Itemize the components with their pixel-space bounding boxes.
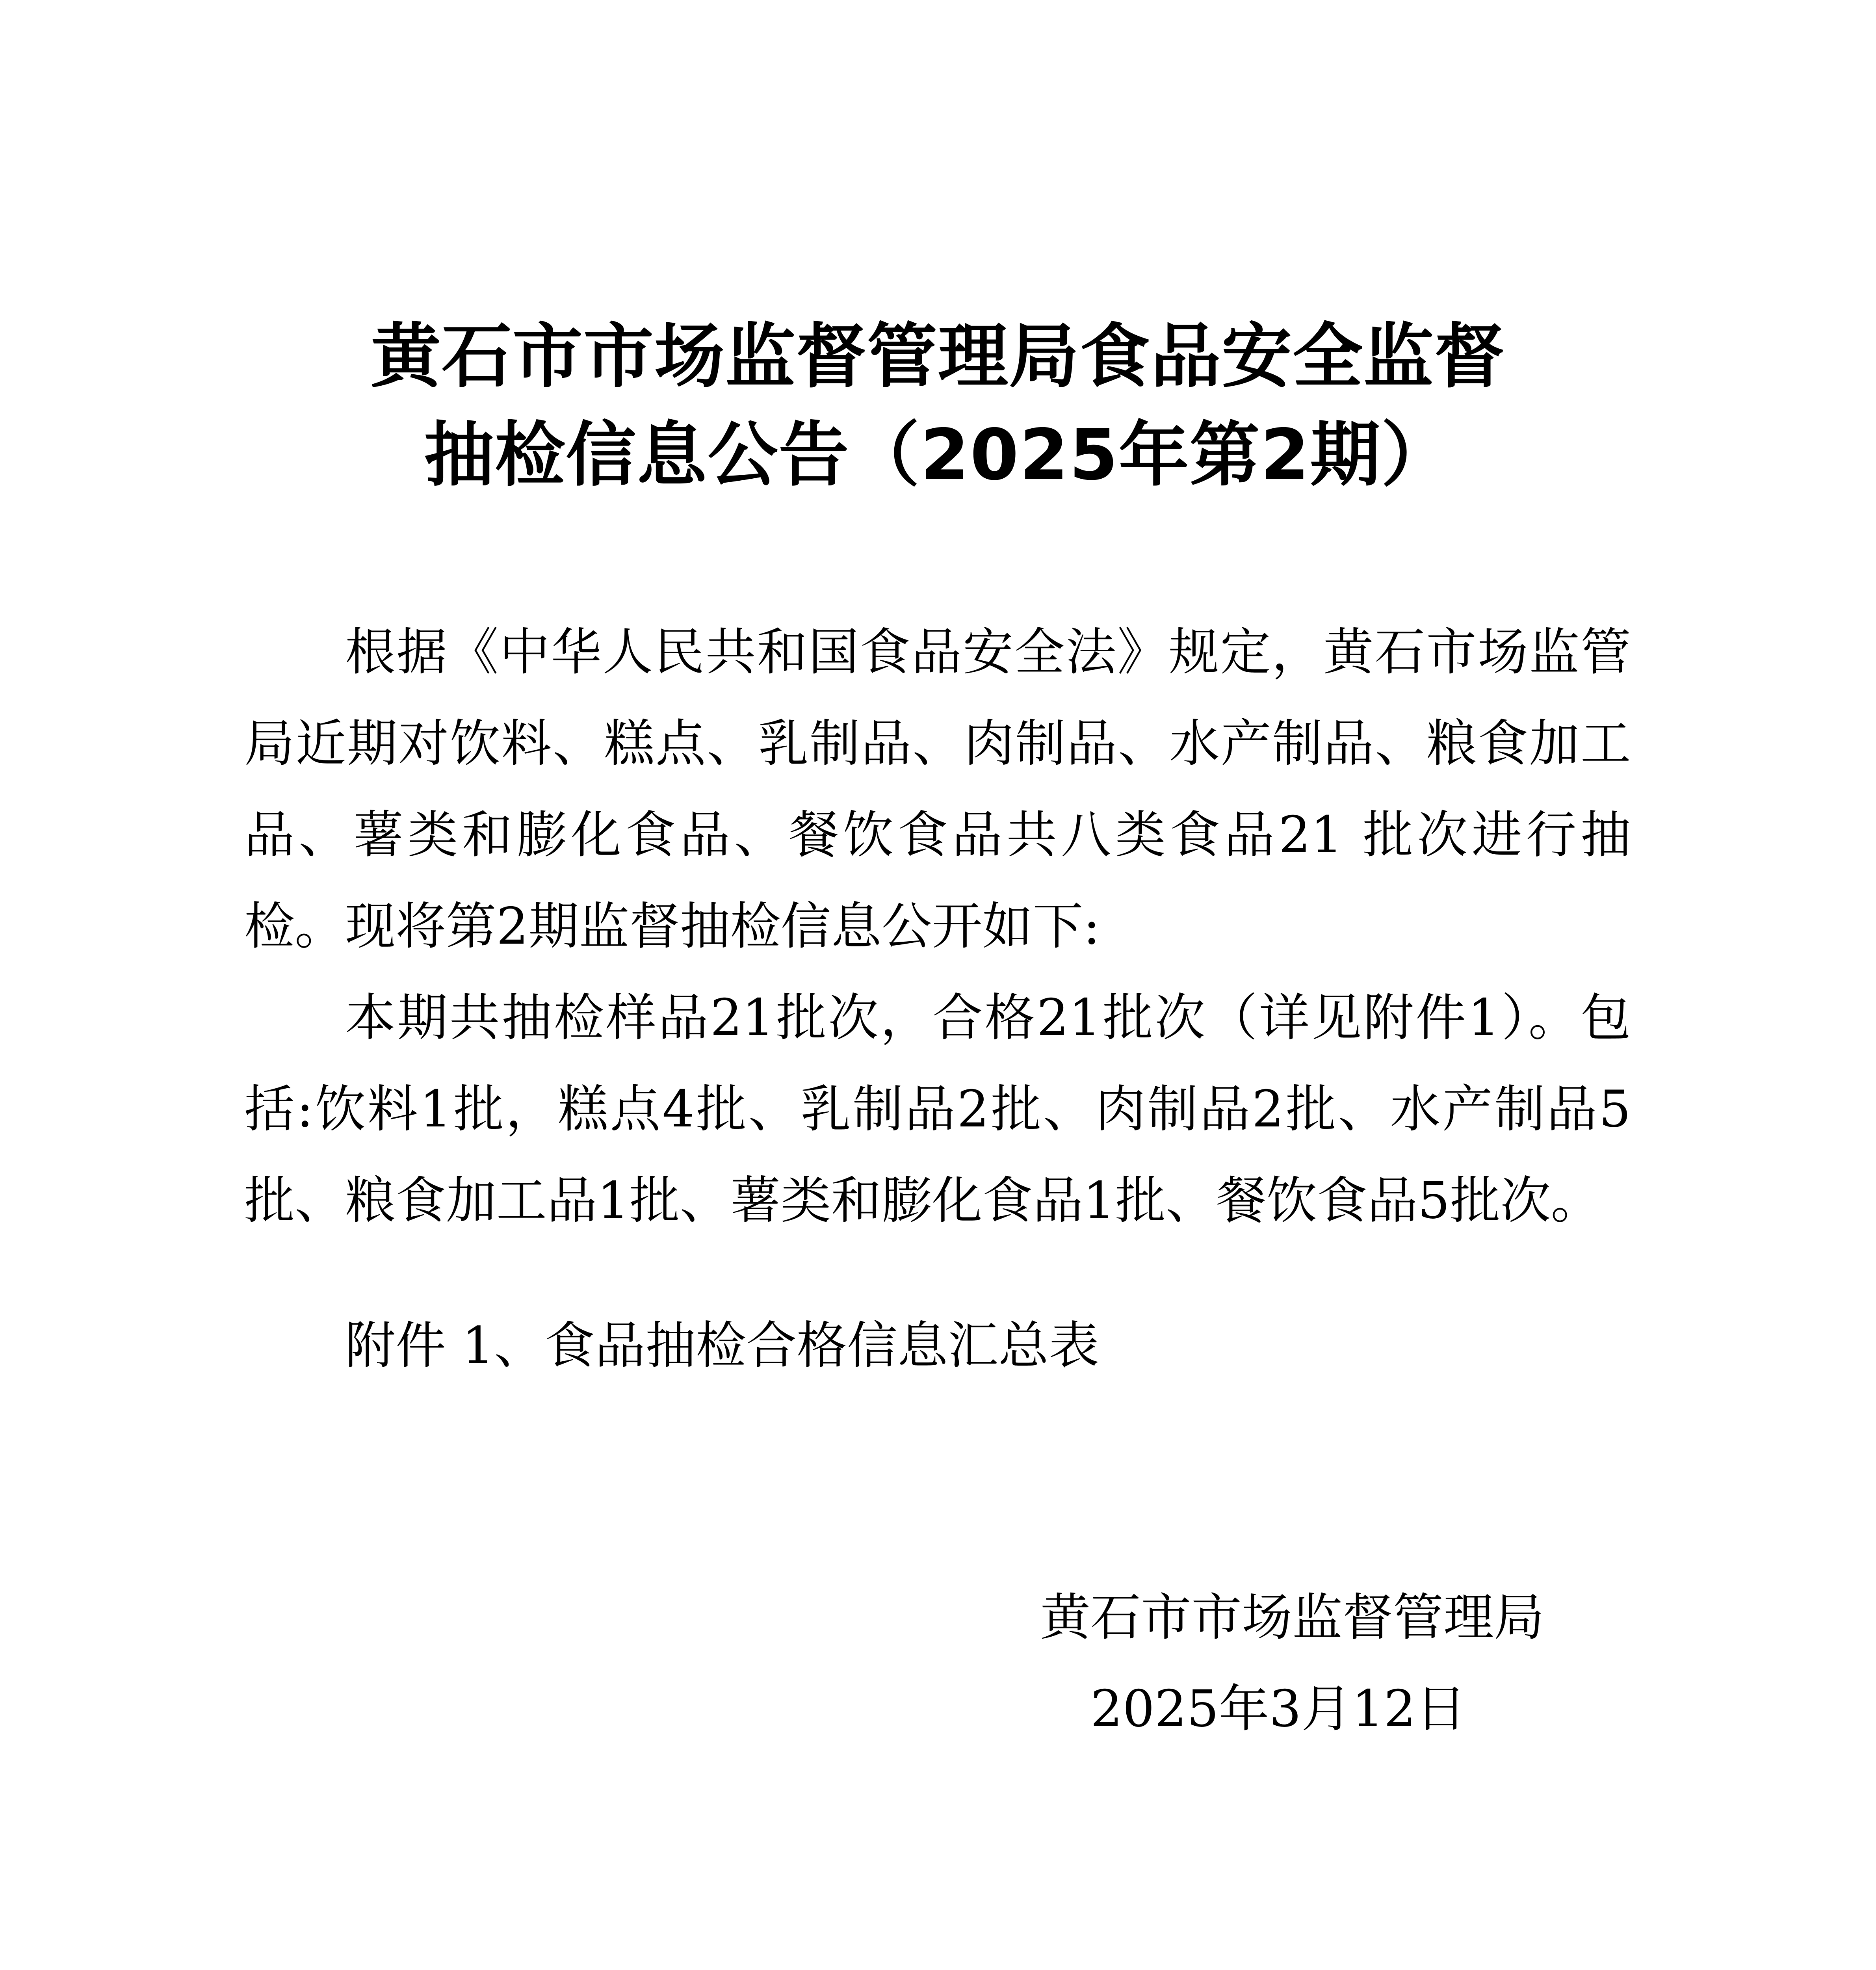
signature-block <box>1040 1572 1592 1755</box>
signature-date: 2025年3月12日 <box>1090 1680 1467 1738</box>
body-paragraph-2: 本期共抽检样品21批次，合格21批次（详见附件1）。包括:饮料1批，糕点4批、乳制品2批、肉制品2批、水产制品5批、粮食加工品1批、薯类和膨化食品1批、餐饮食品5批次。 <box>244 989 1631 1230</box>
body-paragraph-1: 根据《中华人民共和国食品安全法》规定，黄石市场监管局近期对饮料、糕点、乳制品、肉制品、水产制品、粮食加工品、薯类和膨化食品、餐饮食品共八类食品21 批次进行抽检。现将第2期监督抽检信息公开如下: <box>244 623 1631 956</box>
title-line-2: 抽检信息公告（2025年第2期） <box>424 414 1452 496</box>
document-title <box>0 307 1876 504</box>
title-line-1: 黄石市市场监督管理局食品安全监督 <box>371 316 1505 397</box>
attachment-note: 附件 1、食品抽检合格信息汇总表 <box>345 1316 1100 1375</box>
document-body <box>244 607 1631 1247</box>
signature-organization: 黄石市市场监督管理局 <box>1040 1588 1545 1647</box>
